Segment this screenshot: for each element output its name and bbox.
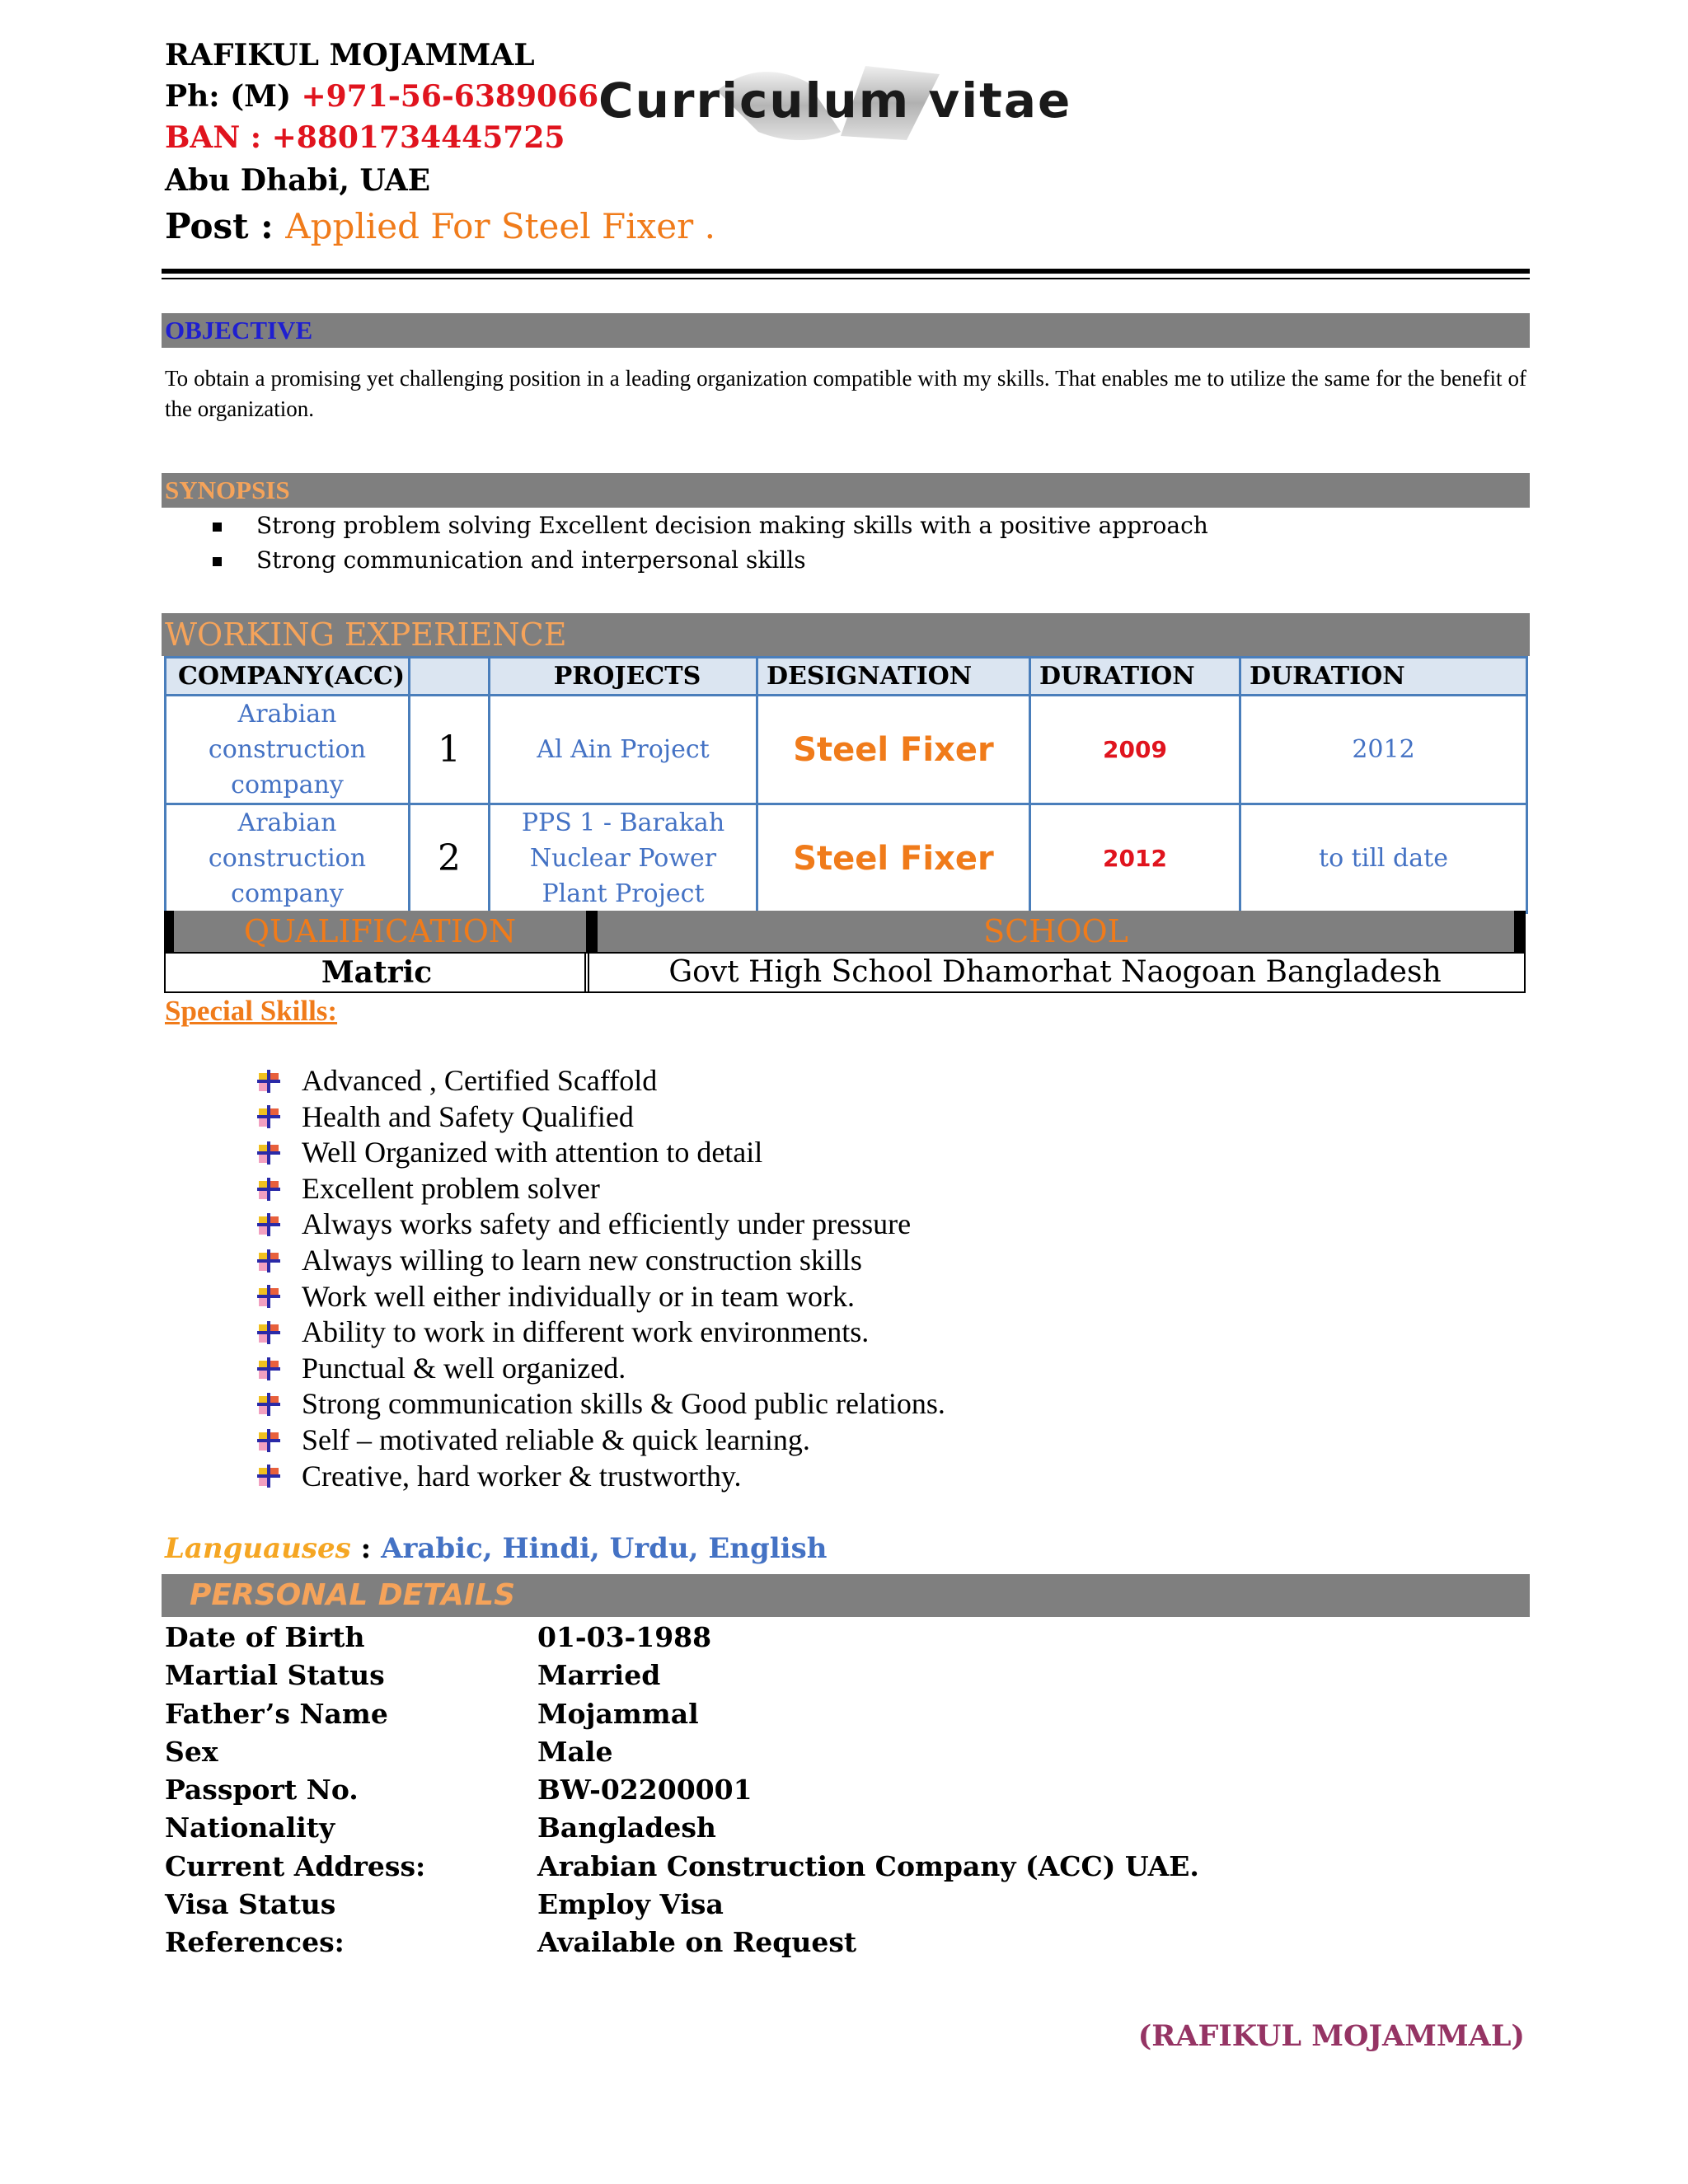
row-number: 2 <box>410 804 490 913</box>
personal-detail-value: Employ Visa <box>537 1888 724 1921</box>
school-title: SCHOOL <box>983 913 1128 949</box>
bullet-square-icon <box>213 557 222 566</box>
skills-list <box>256 1063 945 1494</box>
pushpin-bullet-icon <box>256 1391 282 1418</box>
pushpin-bullet-icon <box>256 1463 282 1489</box>
table-row <box>166 804 1527 913</box>
pushpin-bullet-icon <box>256 1212 282 1238</box>
pushpin-bullet-icon <box>256 1427 282 1454</box>
col-duration-from: DURATION <box>1030 658 1240 696</box>
language-item: Urdu <box>609 1532 689 1565</box>
company-cell: Arabian construction company <box>166 696 410 804</box>
col-duration-to: DURATION <box>1240 658 1527 696</box>
personal-detail-value: BW-02200001 <box>537 1774 753 1807</box>
personal-detail-row <box>165 1809 1199 1847</box>
duration-to-cell: to till date <box>1240 804 1527 913</box>
header-divider-thick <box>162 269 1530 274</box>
designation-cell: Steel Fixer <box>757 804 1030 913</box>
personal-detail-value: Mojammal <box>537 1697 699 1730</box>
personal-details-bar <box>162 1574 1530 1617</box>
personal-detail-label: Passport No. <box>165 1774 359 1807</box>
synopsis-list <box>213 509 1208 578</box>
languages-colon: : <box>350 1532 382 1565</box>
experience-title: WORKING EXPERIENCE <box>165 616 567 653</box>
col-company: COMPANY(ACC) <box>166 658 410 696</box>
personal-detail-value: Available on Request <box>537 1926 857 1959</box>
experience-table <box>164 656 1528 914</box>
cv-logo-text: Curriculum vitae <box>598 73 1072 129</box>
synopsis-item: Strong problem solving Excellent decision making skills with a positive approach <box>213 509 1208 543</box>
personal-detail-label: Current Address: <box>165 1849 426 1882</box>
experience-bar <box>162 613 1530 656</box>
skill-item: Work well either individually or in team work. <box>256 1279 945 1315</box>
personal-detail-label: Visa Status <box>165 1888 336 1921</box>
personal-detail-label: Date of Birth <box>165 1621 365 1653</box>
project-cell: PPS 1 - Barakah Nuclear Power Plant Project <box>490 804 757 913</box>
ban-phone-number: +8801734445725 <box>271 120 565 155</box>
experience-header-row <box>166 658 1527 696</box>
col-number <box>410 658 490 696</box>
duration-from-cell: 2012 <box>1030 804 1240 913</box>
synopsis-bar <box>162 473 1530 508</box>
skill-item: Well Organized with attention to detail <box>256 1135 945 1171</box>
skill-item: Health and Safety Qualified <box>256 1099 945 1136</box>
qualification-bar-edge <box>164 911 174 952</box>
col-designation: DESIGNATION <box>757 658 1030 696</box>
skill-item: Advanced , Certified Scaffold <box>256 1063 945 1099</box>
synopsis-title: SYNOPSIS <box>165 476 290 504</box>
objective-title: OBJECTIVE <box>165 316 313 344</box>
location: Abu Dhabi, UAE <box>165 163 431 198</box>
objective-text: To obtain a promising yet challenging position in a leading organization compatible with my skills. That enables me to utilize the same for the benefit of the organization. <box>165 366 1526 421</box>
personal-details-title: PERSONAL DETAILS <box>190 1578 516 1612</box>
header-divider-thin <box>162 278 1530 279</box>
objective-bar <box>162 313 1530 348</box>
personal-detail-label: Martial Status <box>165 1659 385 1692</box>
candidate-name: RAFIKUL MOJAMMAL <box>165 38 535 73</box>
project-cell: Al Ain Project <box>490 696 757 804</box>
skill-item: Excellent problem solver <box>256 1171 945 1207</box>
ban-phone-line <box>165 120 565 155</box>
skill-item: Always willing to learn new construction skills <box>256 1243 945 1279</box>
personal-detail-value: Married <box>537 1659 661 1692</box>
personal-detail-row <box>165 1886 1199 1924</box>
skill-item: Self – motivated reliable & quick learning. <box>256 1422 945 1459</box>
skill-item: Ability to work in different work environments. <box>256 1315 945 1351</box>
personal-detail-row <box>165 1695 1199 1733</box>
pushpin-bullet-icon <box>256 1104 282 1130</box>
school-cell: Govt High School Dhamorhat Naogoan Bangladesh <box>584 952 1526 993</box>
languages-label: Languauses <box>165 1532 351 1565</box>
pushpin-bullet-icon <box>256 1248 282 1274</box>
pushpin-bullet-icon <box>256 1319 282 1346</box>
cv-logo-art <box>593 58 1121 148</box>
qualification-bar-edge <box>1514 911 1526 952</box>
phone-number: +971-56-6389066 <box>301 79 599 114</box>
pushpin-bullet-icon <box>256 1176 282 1202</box>
pushpin-bullet-icon <box>256 1140 282 1166</box>
language-item: Arabic <box>381 1532 483 1565</box>
degree-cell: Matric <box>164 952 589 993</box>
personal-detail-value: Male <box>537 1735 613 1768</box>
bullet-square-icon <box>213 523 222 532</box>
post-value: Applied For Steel Fixer . <box>285 206 715 246</box>
personal-detail-row <box>165 1733 1199 1771</box>
personal-detail-row <box>165 1924 1199 1961</box>
personal-detail-value: 01-03-1988 <box>537 1621 712 1653</box>
language-item: English <box>708 1532 828 1565</box>
row-number: 1 <box>410 696 490 804</box>
post-label: Post : <box>165 206 286 246</box>
duration-from-cell: 2009 <box>1030 696 1240 804</box>
personal-detail-row <box>165 1771 1199 1809</box>
company-cell: Arabian construction company <box>166 804 410 913</box>
skill-item: Punctual & well organized. <box>256 1351 945 1387</box>
qualification-bar-divider <box>586 911 598 952</box>
personal-detail-row <box>165 1619 1199 1657</box>
phone-line <box>165 79 598 114</box>
personal-detail-label: Father’s Name <box>165 1697 388 1730</box>
skills-title: Special Skills: <box>165 995 338 1027</box>
language-item: Hindi <box>502 1532 590 1565</box>
personal-detail-label: References: <box>165 1926 345 1959</box>
personal-detail-row <box>165 1657 1199 1694</box>
pushpin-bullet-icon <box>256 1356 282 1382</box>
phone-label: Ph: (M) <box>165 79 302 114</box>
personal-details-list <box>165 1619 1199 1962</box>
personal-detail-label: Nationality <box>165 1811 335 1844</box>
languages-line: Languauses : Arabic, Hindi, Urdu, English <box>165 1532 828 1565</box>
table-row <box>166 696 1527 804</box>
personal-detail-row <box>165 1848 1199 1886</box>
personal-detail-value: Arabian Construction Company (ACC) UAE. <box>537 1849 1199 1882</box>
personal-detail-value: Bangladesh <box>537 1811 716 1844</box>
post-line <box>165 206 715 246</box>
curriculum-vitae-logo <box>593 58 1121 148</box>
designation-cell: Steel Fixer <box>757 696 1030 804</box>
ban-label: BAN : <box>165 120 272 155</box>
pushpin-bullet-icon <box>256 1283 282 1310</box>
personal-detail-label: Sex <box>165 1735 218 1768</box>
pushpin-bullet-icon <box>256 1068 282 1094</box>
skill-item: Creative, hard worker & trustworthy. <box>256 1459 945 1495</box>
synopsis-item: Strong communication and interpersonal skills <box>213 543 1208 578</box>
duration-to-cell: 2012 <box>1240 696 1527 804</box>
skill-item: Strong communication skills & Good public relations. <box>256 1386 945 1422</box>
qualification-bar <box>164 911 1526 952</box>
skill-item: Always works safety and efficiently under pressure <box>256 1207 945 1243</box>
qualification-title: QUALIFICATION <box>243 913 517 949</box>
col-projects: PROJECTS <box>490 658 757 696</box>
signature-name: (RAFIKUL MOJAMMAL) <box>1137 2019 1525 2053</box>
